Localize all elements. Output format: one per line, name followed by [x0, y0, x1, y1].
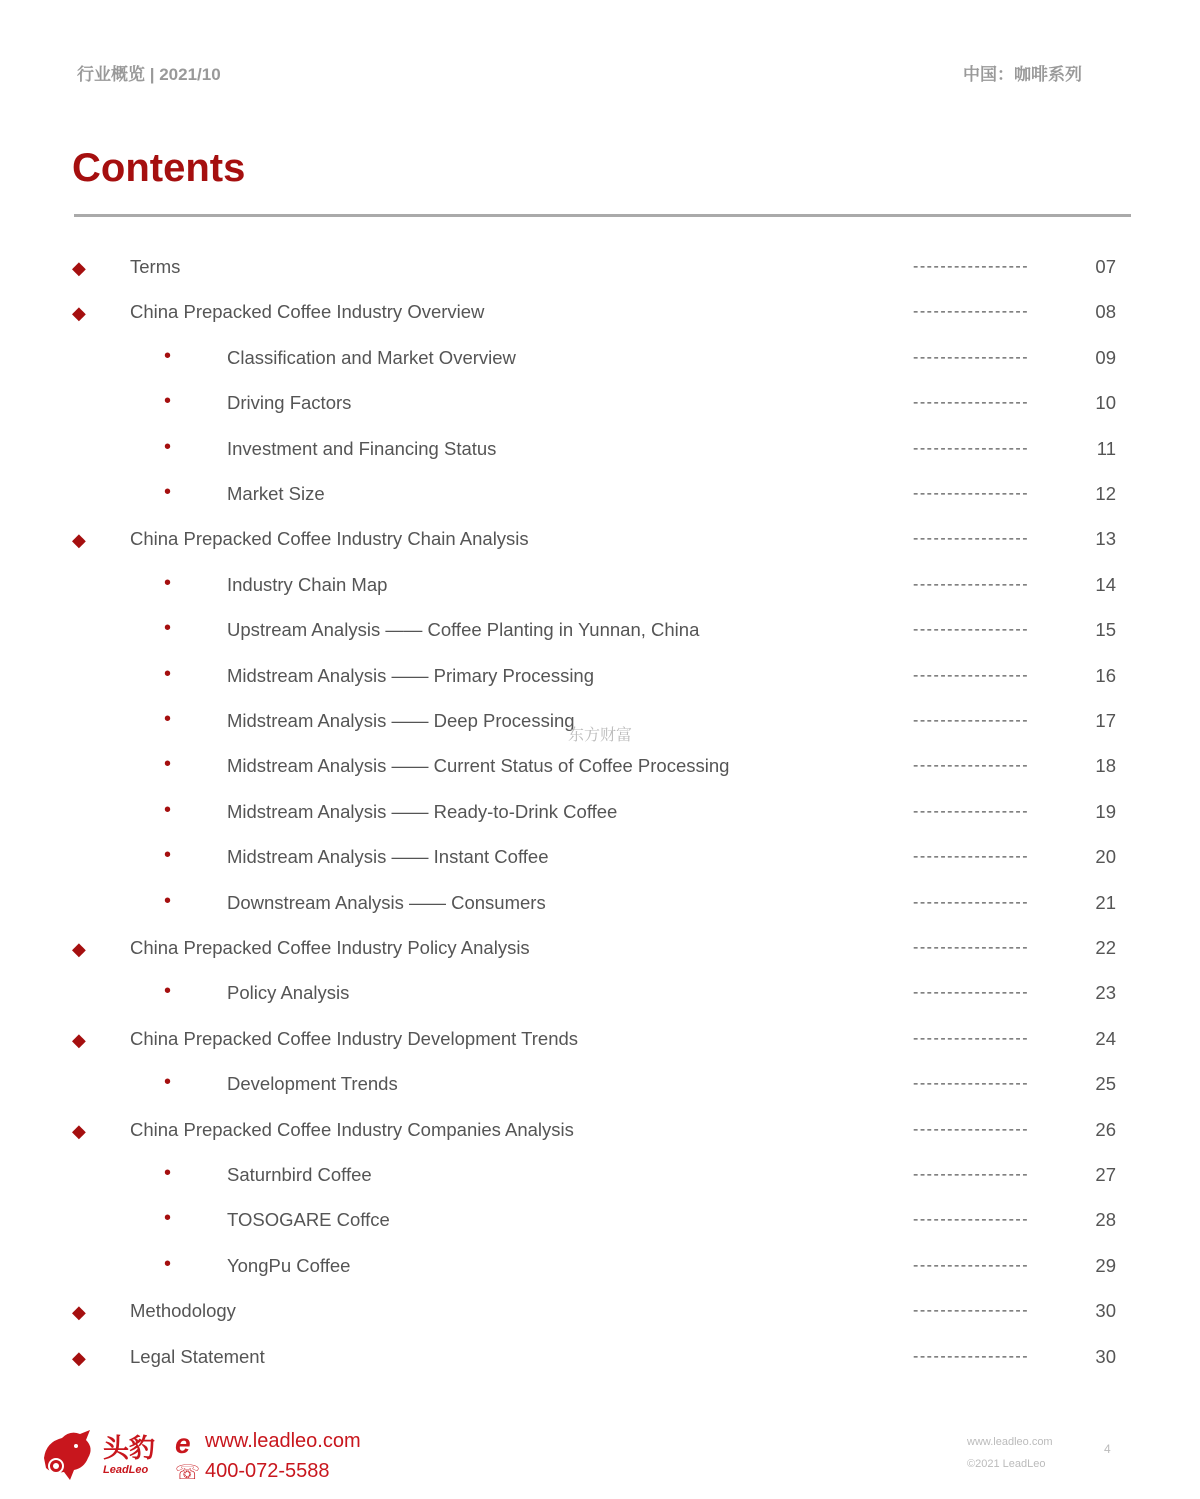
toc-item[interactable]	[0, 843, 1200, 873]
dot-bullet-icon: •	[164, 571, 172, 594]
toc-item-page: 25	[1095, 1073, 1116, 1095]
dot-bullet-icon: •	[164, 844, 172, 867]
toc-item-label: Midstream Analysis —— Ready-to-Drink Coffee	[227, 800, 618, 822]
diamond-bullet-icon: ◆	[72, 258, 86, 278]
toc-leader: -----------------	[913, 1256, 1030, 1274]
toc-item-label: Midstream Analysis —— Primary Processing	[227, 664, 595, 686]
toc-leader: -----------------	[913, 530, 1030, 548]
toc-item-page: 20	[1095, 846, 1116, 868]
toc-leader: -----------------	[913, 802, 1030, 820]
toc-item-label: China Prepacked Coffee Industry Policy Analysis	[130, 937, 530, 958]
toc-item-page: 30	[1095, 1345, 1116, 1367]
toc-item[interactable]	[0, 1070, 1200, 1100]
toc-item-label: Development Trends	[227, 1073, 398, 1095]
toc-item[interactable]	[0, 798, 1200, 828]
toc-item-label: YongPu Coffee	[227, 1254, 351, 1276]
toc-item-label: Legal Statement	[130, 1345, 265, 1367]
toc-item-label: Driving Factors	[227, 392, 352, 414]
toc-leader: -----------------	[913, 394, 1030, 412]
toc-item-label: China Prepacked Coffee Industry Development Trends	[130, 1027, 579, 1049]
toc-item[interactable]	[0, 662, 1200, 692]
toc-item[interactable]	[0, 1297, 1200, 1327]
dot-bullet-icon: •	[164, 980, 172, 1003]
dot-bullet-icon: •	[164, 889, 172, 912]
dot-bullet-icon: •	[164, 390, 172, 413]
toc-item[interactable]	[0, 616, 1200, 646]
toc-item[interactable]	[0, 934, 1200, 964]
toc-item[interactable]	[0, 1343, 1200, 1373]
toc-leader: -----------------	[913, 258, 1030, 275]
dot-bullet-icon: •	[164, 753, 172, 776]
toc-item-label: China Prepacked Coffee Industry Overview	[130, 301, 485, 323]
toc-item-page: 22	[1095, 937, 1116, 958]
dot-bullet-icon: •	[164, 1252, 172, 1275]
phone-icon: ☏	[175, 1462, 201, 1484]
page-number: 4	[1104, 1442, 1111, 1456]
toc-leader: -----------------	[913, 984, 1030, 1002]
toc-leader: -----------------	[913, 575, 1030, 593]
toc-item-label: TOSOGARE Coffce	[227, 1209, 390, 1231]
toc-item-page: 09	[1095, 346, 1116, 368]
toc-item-page: 08	[1095, 301, 1116, 323]
toc-item-page: 13	[1095, 528, 1116, 550]
toc-leader: -----------------	[913, 1166, 1030, 1183]
toc-item-page: 30	[1095, 1300, 1116, 1322]
toc-item[interactable]	[0, 298, 1200, 328]
toc-item-page: 07	[1095, 256, 1116, 277]
toc-leader: -----------------	[913, 848, 1030, 866]
watermark: 东方财富	[568, 727, 633, 744]
dot-bullet-icon: •	[164, 1071, 172, 1094]
toc-item[interactable]	[0, 752, 1200, 782]
toc-item-label: Terms	[130, 256, 181, 277]
toc-item-page: 28	[1095, 1209, 1116, 1231]
dot-bullet-icon: •	[164, 662, 172, 685]
toc-leader: -----------------	[913, 485, 1030, 502]
phone-number: 400-072-5588	[205, 1460, 330, 1482]
toc-item[interactable]	[0, 435, 1200, 465]
toc-item-page: 24	[1095, 1027, 1116, 1049]
toc-leader: -----------------	[913, 303, 1030, 321]
toc-item-page: 10	[1095, 392, 1116, 414]
toc-item[interactable]	[0, 480, 1200, 510]
dot-bullet-icon: •	[164, 344, 172, 367]
diamond-bullet-icon: ◆	[72, 1302, 86, 1323]
toc-item[interactable]	[0, 525, 1200, 555]
toc-item-label: Upstream Analysis —— Coffee Planting in Yunnan, China	[227, 619, 700, 641]
toc-leader: -----------------	[913, 757, 1030, 775]
toc-item-label: Classification and Market Overview	[227, 346, 516, 368]
toc-item[interactable]	[0, 1252, 1200, 1282]
toc-item-page: 23	[1095, 982, 1116, 1004]
dot-bullet-icon: •	[164, 1207, 172, 1230]
toc-item[interactable]	[0, 571, 1200, 601]
toc-item-page: 15	[1095, 619, 1116, 641]
toc-leader: -----------------	[913, 1029, 1030, 1047]
toc-item[interactable]	[0, 389, 1200, 419]
toc-item-label: Policy Analysis	[227, 982, 350, 1004]
header-right: 中国：咖啡系列	[963, 65, 1082, 84]
toc-item-page: 11	[1096, 437, 1116, 459]
toc-item-label: China Prepacked Coffee Industry Chain Analysis	[130, 528, 529, 550]
dot-bullet-icon: •	[164, 1162, 172, 1184]
dot-bullet-icon: •	[164, 435, 172, 458]
toc-leader: -----------------	[913, 348, 1030, 366]
toc-item-page: 17	[1095, 710, 1116, 731]
brand-name-cn: 头豹	[103, 1434, 156, 1464]
diamond-bullet-icon: ◆	[72, 1029, 86, 1050]
toc-leader: -----------------	[913, 712, 1030, 729]
toc-item-page: 27	[1095, 1164, 1116, 1185]
toc-item[interactable]	[0, 979, 1200, 1009]
toc-item-label: Midstream Analysis —— Current Status of Coffee Processing	[227, 755, 730, 777]
toc-item-label: Market Size	[227, 483, 325, 504]
toc-leader: -----------------	[913, 1302, 1030, 1320]
footer-site-small: www.leadleo.com	[967, 1436, 1053, 1448]
header-left: 行业概览 | 2021/10	[77, 65, 221, 84]
toc-item-label: Methodology	[130, 1300, 236, 1322]
brand-name-en: LeadLeo	[103, 1464, 149, 1476]
diamond-bullet-icon: ◆	[72, 1120, 86, 1141]
toc-item-label: Investment and Financing Status	[227, 437, 497, 459]
toc-item-label: Midstream Analysis —— Instant Coffee	[227, 846, 549, 868]
toc-leader: -----------------	[913, 1347, 1030, 1365]
toc-leader: -----------------	[913, 439, 1030, 457]
toc-leader: -----------------	[913, 939, 1030, 956]
toc-item-page: 29	[1095, 1254, 1116, 1276]
toc-item[interactable]	[0, 1206, 1200, 1236]
toc-item-label: Downstream Analysis —— Consumers	[227, 891, 546, 913]
diamond-bullet-icon: ◆	[72, 1347, 86, 1368]
toc-item-label: Saturnbird Coffee	[227, 1164, 372, 1185]
toc-item-page: 14	[1095, 573, 1116, 595]
dot-bullet-icon: •	[164, 708, 172, 730]
toc-leader: -----------------	[913, 1075, 1030, 1093]
toc-item-page: 21	[1095, 891, 1116, 913]
toc-item[interactable]	[0, 1116, 1200, 1146]
toc-item-page: 12	[1095, 483, 1116, 504]
toc-leader: -----------------	[913, 666, 1030, 684]
toc-item[interactable]	[0, 1161, 1200, 1191]
toc-item-page: 16	[1095, 664, 1116, 686]
dot-bullet-icon: •	[164, 481, 172, 503]
toc-item-label: China Prepacked Coffee Industry Companies Analysis	[130, 1118, 574, 1140]
toc-item[interactable]	[0, 344, 1200, 374]
toc-item[interactable]	[0, 253, 1200, 283]
toc-item-label: Industry Chain Map	[227, 573, 388, 595]
toc-leader: -----------------	[913, 621, 1030, 639]
diamond-bullet-icon: ◆	[72, 939, 86, 959]
toc-leader: -----------------	[913, 893, 1030, 911]
dot-bullet-icon: •	[164, 617, 172, 640]
toc-leader: -----------------	[913, 1120, 1030, 1138]
toc-item[interactable]	[0, 889, 1200, 919]
toc-item[interactable]	[0, 1025, 1200, 1055]
website-link[interactable]: www.leadleo.com	[205, 1430, 361, 1452]
diamond-bullet-icon: ◆	[72, 530, 86, 551]
toc-item-label: Midstream Analysis —— Deep Processing	[227, 710, 575, 731]
title-divider	[74, 214, 1131, 217]
dot-bullet-icon: •	[164, 798, 172, 821]
footer	[0, 1420, 1200, 1499]
leopard-logo-icon	[40, 1428, 96, 1482]
web-icon: e	[175, 1428, 191, 1459]
toc-item-page: 26	[1095, 1118, 1116, 1140]
toc-item-page: 19	[1095, 800, 1116, 822]
toc-item-page: 18	[1095, 755, 1116, 777]
diamond-bullet-icon: ◆	[72, 303, 86, 324]
page-title: Contents	[72, 146, 246, 190]
footer-copyright: ©2021 LeadLeo	[967, 1458, 1046, 1470]
toc-leader: -----------------	[913, 1211, 1030, 1229]
